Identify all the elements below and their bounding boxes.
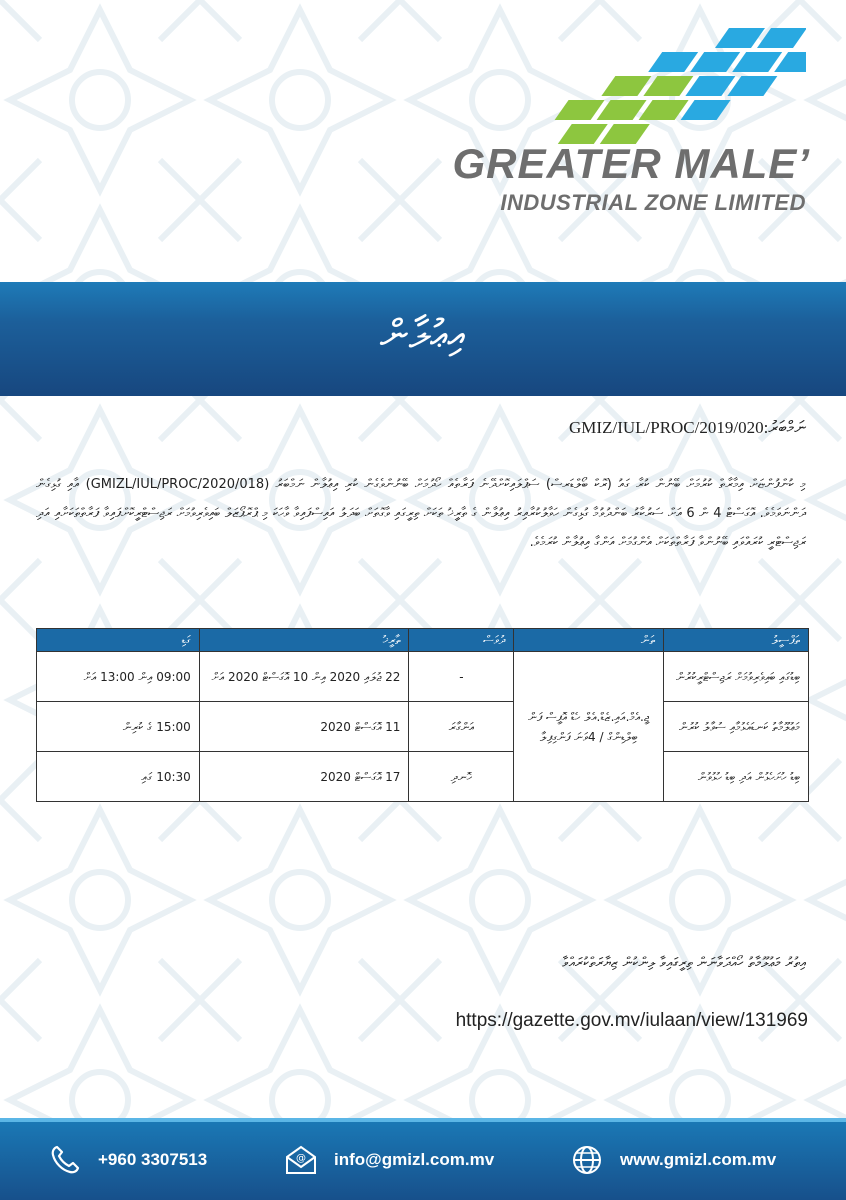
header-time: ގަޑި — [37, 629, 200, 652]
cell-time: 09:00 އިން 13:00 އަށް — [37, 652, 200, 702]
cell-time: 15:00 ގެ ކުރިން — [37, 702, 200, 752]
email-icon — [282, 1141, 320, 1179]
table-row — [37, 702, 809, 752]
schedule-table — [36, 628, 809, 802]
cell-day: އަންގާރަ — [409, 702, 514, 752]
cell-date: 17 އޮގަސްޓް 2020 — [199, 752, 409, 802]
gazette-link[interactable]: https://gazette.gov.mv/iulaan/view/131969 — [455, 1010, 808, 1031]
cell-day: - — [409, 652, 514, 702]
footer-phone[interactable] — [46, 1138, 207, 1182]
cell-detail: މަޢުލޫމާތު ކަނޑައެޅުމާއި ސުވާލު ކުރުން — [664, 702, 809, 752]
phone-icon — [46, 1141, 84, 1179]
cell-date: 11 އޮގަސްޓް 2020 — [199, 702, 409, 752]
globe-icon — [568, 1141, 606, 1179]
svg-text:@: @ — [296, 1153, 306, 1164]
table-row — [37, 652, 809, 702]
announcement-body: މި ކުންފުންޏަށް އިމާރާތް ކުރުމަށް ބޭނުން ކުރާ ގައު (ރޮކް ބޯލްޑަރސް) ސަޕްލައިކޮށްދޭނެ ފަރާތެއް ހޯދުމަށް ބޭނުންވެގެން ކުރި އިޢުލާން ނަމްބަރު (GMIZL/IUL/PROC/2020/018) އާއި ގުޅިގެން ދަންނަވަމެވެ. އޮގަސްޓް 4 ން 6 އަށް ސަރުކާރު ބަންދުވުމާ ގުޅިގެން ހަވާލުކުރާއިރު އިޢުލާން ގެ ތާރީޚު ތަކަށް ތިރީގައި ވާގޮތަށް ބަދަލު އައިސްފައިވާ ވާހަކަ މި ޕްރޮޕޯޒަލް ބައިވެރިވުމަށް ރަޖިސްޓްރީކޮށްފައިވާ ފަރާތްތަކަށާއި އަދި ރަޖިސްޓްރީ ކުރައްވައި ބޭނުންވާ ފަރާތްތަކަށް އެންގުމަށް އަންގާ އިޢުލާން ކުރަމެވެ. — [36, 477, 807, 550]
table-header-row — [37, 629, 809, 652]
cell-time: 10:30 ގައި — [37, 752, 200, 802]
email-address: info@gmizl.com.mv — [334, 1150, 495, 1169]
phone-number: +960 3307513 — [98, 1150, 208, 1169]
reference-number: ނަމްބަރު:GMIZ/IUL/PROC/2019/020 — [569, 418, 806, 437]
page-title: އިޢުލާން — [379, 312, 467, 358]
logo-name-line1: GREATER MALE’ — [452, 140, 810, 187]
cell-location: ޖީ.އެމް.އައި.ޒެޑް.އެލް ހެޑް އޮފީސް ފަން ބިލްޑިންގް / 4ވަނަ ފަންގިފިލާ — [514, 652, 664, 802]
cell-day: ހޮނދި — [409, 752, 514, 802]
website-url: www.gmizl.com.mv — [620, 1150, 777, 1169]
logo-name-line2: INDUSTRIAL ZONE LIMITED — [500, 190, 806, 215]
more-info-note: އިތުރު މަޢުލޫމާތު ހޯއްދަވާނަން ތިރީގައިވާ ލިންކުން ޒިޔާރަތްކުރައްވާ — [562, 955, 806, 971]
footer-email[interactable] — [282, 1138, 494, 1182]
table-row — [37, 752, 809, 802]
cell-detail: ބިޑު ހުށަހެޅުން އަދި ބިޑު ހުޅުވުން — [664, 752, 809, 802]
cell-detail: ބިޑުގައި ބައިވެރިވުމަށް ރަޖިސްޓްރީކުރުން — [664, 652, 809, 702]
header-day: ދުވަސް — [409, 629, 514, 652]
header-detail: ތަފްސީލު — [664, 629, 809, 652]
header-location: ތަން — [514, 629, 664, 652]
footer-website[interactable] — [568, 1138, 776, 1182]
header-date: ތާރީޚު — [199, 629, 409, 652]
title-banner — [0, 282, 846, 396]
logo-graphic — [436, 18, 806, 218]
cell-date: 22 ޖުލައި 2020 އިން 10 އޮގަސްޓް 2020 އަށް — [199, 652, 409, 702]
